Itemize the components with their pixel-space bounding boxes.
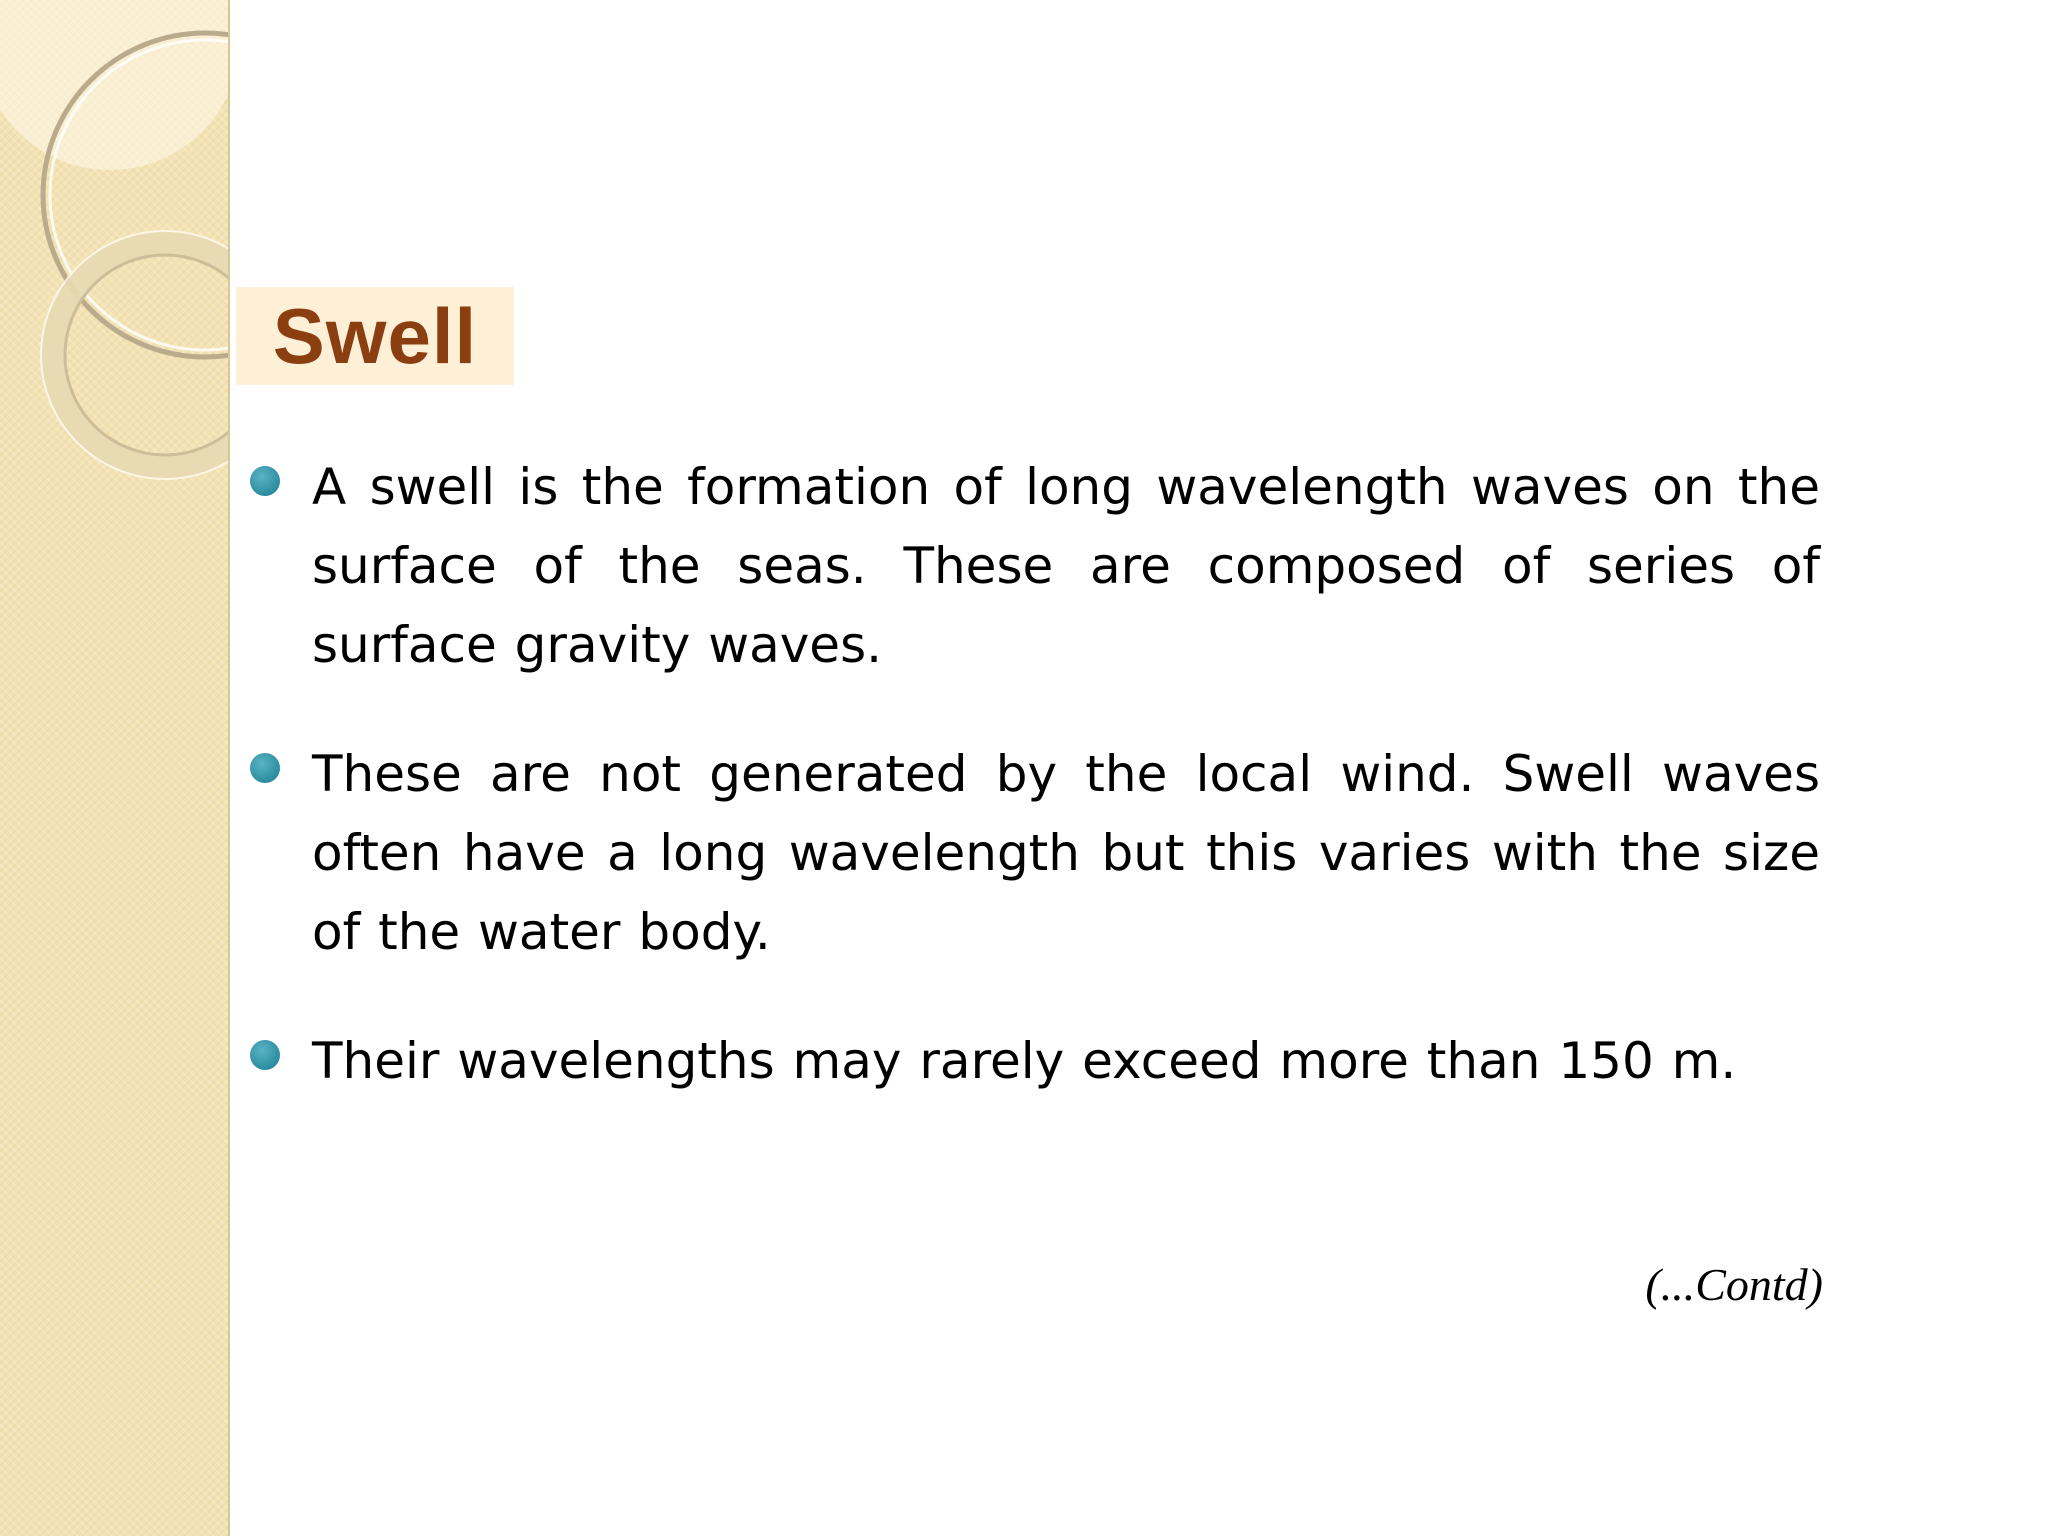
bullet-item [250,448,1820,685]
bullet-list [250,448,1820,1151]
bullet-icon [250,1040,280,1070]
bullet-icon [250,466,280,496]
bullet-icon [250,753,280,783]
decorative-rings-icon [0,0,228,520]
bullet-text: A swell is the formation of long wavelength waves on the surface of the seas. These are composed of series of surface gravity waves. [312,458,1820,674]
title-box [236,287,514,385]
bullet-item [250,735,1820,972]
bullet-text: Their wavelengths may rarely exceed more than 150 m. [312,1032,1737,1090]
continued-note: (...Contd) [1645,1259,1823,1310]
bullet-item [250,1022,1820,1101]
bullet-text: These are not generated by the local wind. Swell waves often have a long wavelength but this varies with the size of the water body. [312,745,1820,961]
decorative-side-band [0,0,230,1536]
slide-title: Swell [272,291,478,380]
